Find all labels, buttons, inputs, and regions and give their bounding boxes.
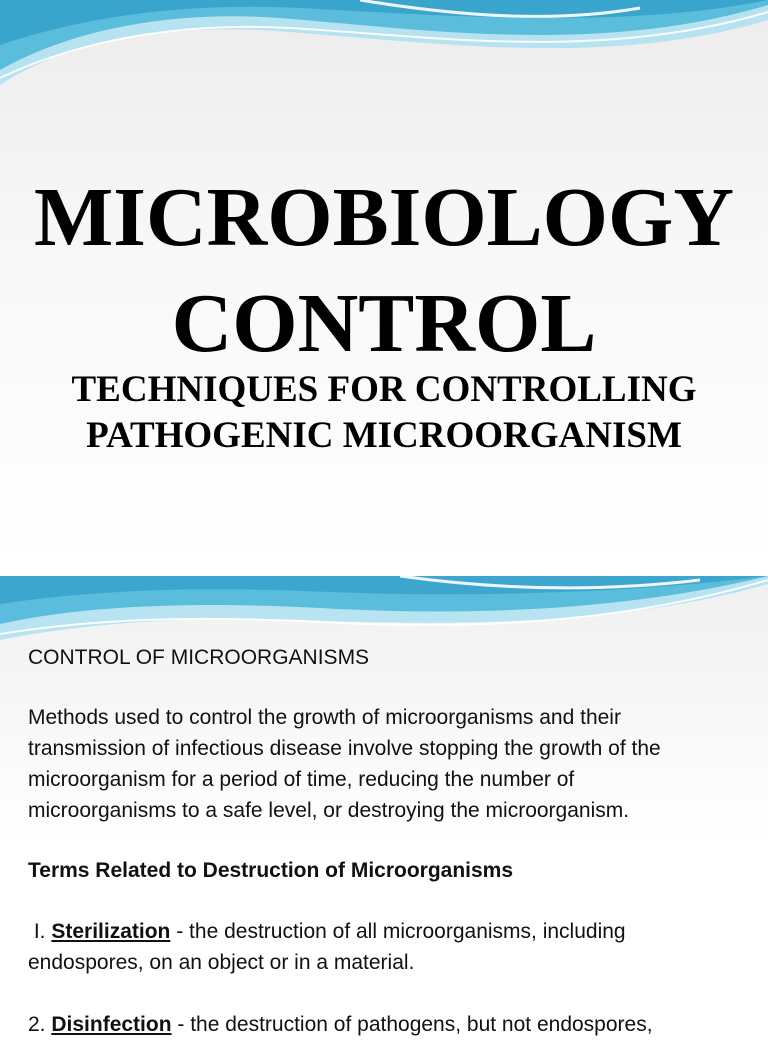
terms-heading-text: Terms Related to Destruction of Microorganisms xyxy=(28,859,514,882)
decorative-wave xyxy=(0,576,768,646)
term-sterilization xyxy=(28,916,753,978)
title-line-1: MICROBIOLOGY xyxy=(33,171,735,264)
subtitle-line-2: PATHOGENIC MICROORGANISM xyxy=(86,415,682,456)
term-definition: - the destruction of pathogens, but not endospores, xyxy=(171,1013,653,1036)
slide-divider xyxy=(0,566,768,576)
intro-line: microorganism for a period of time, reducing the number of xyxy=(28,768,575,791)
decorative-wave xyxy=(0,0,768,100)
terms-heading xyxy=(28,855,753,886)
intro-line: Methods used to control the growth of microorganisms and their xyxy=(28,706,621,729)
term-disinfection xyxy=(28,1009,753,1040)
term-name: Sterilization xyxy=(51,920,171,943)
term-number: I. xyxy=(33,920,46,943)
term-name: Disinfection xyxy=(51,1013,172,1036)
term-definition: - the destruction of all microorganisms, including xyxy=(170,920,626,943)
term-number: 2. xyxy=(28,1013,46,1036)
section-heading-text: CONTROL OF MICROORGANISMS xyxy=(28,646,370,669)
term-definition: endospores, on an object or in a material. xyxy=(28,951,415,974)
intro-paragraph xyxy=(28,702,753,826)
content-slide xyxy=(0,576,768,1036)
intro-line: transmission of infectious disease involve stopping the growth of the xyxy=(28,737,661,760)
subtitle-line-1: TECHNIQUES FOR CONTROLLING xyxy=(71,369,697,410)
title-line-2: CONTROL xyxy=(171,277,597,370)
section-heading xyxy=(28,642,753,673)
intro-line: microorganisms to a safe level, or destroying the microorganism. xyxy=(28,799,630,822)
